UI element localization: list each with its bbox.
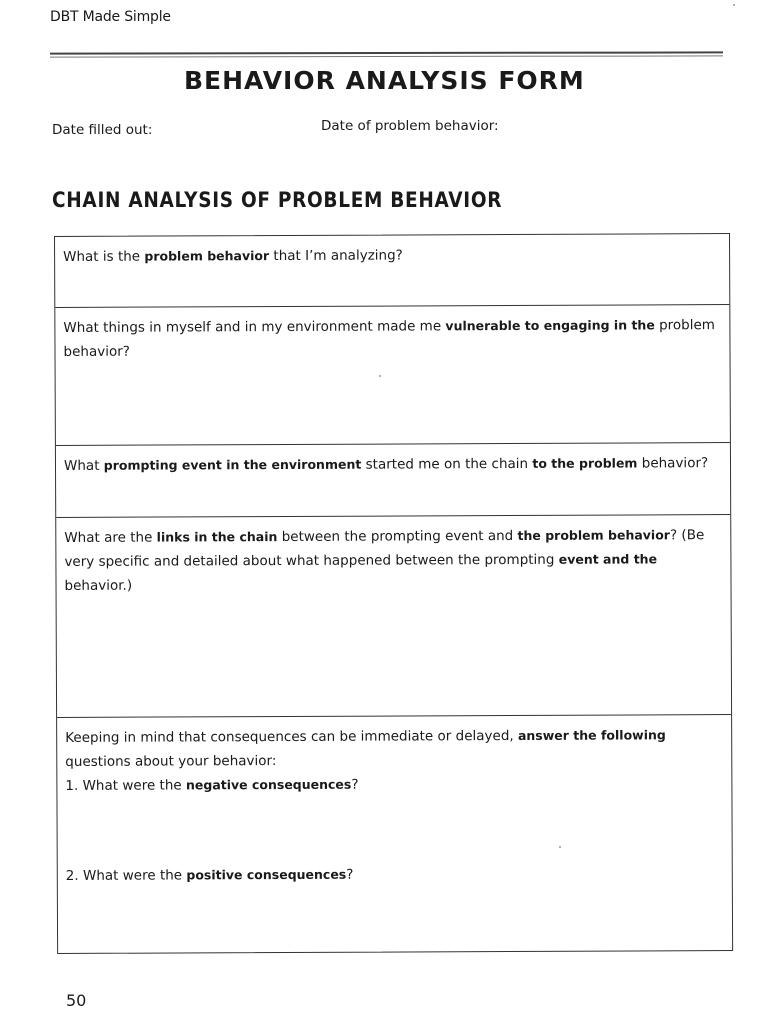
vulnerability-question: What things in myself and in my environment made me vulnerable to engaging in the problem behavior? [63,317,715,360]
header-rule [50,51,723,54]
consequences-intro: Keeping in mind that consequences can be immediate or delayed, answer the following questions about your behavior: [65,727,666,770]
chain-links-question: What are the links in the chain between the prompting event and the problem behavior? (Be very specific and detailed about what happened between the prompting event and the behavior.) [64,527,705,594]
chain-links-cell[interactable] [56,514,731,717]
problem-behavior-question: What is the problem behavior that I’m analyzing? [63,247,403,265]
negative-consequences-question: 1. What were the negative consequences? [65,776,359,794]
consequences-cell[interactable] [57,714,732,955]
problem-behavior-cell[interactable] [55,234,729,307]
date-filled-label: Date filled out: [52,122,153,138]
chain-analysis-form [54,233,733,954]
vulnerability-cell[interactable] [55,304,730,445]
scan-speck [733,4,735,6]
prompting-event-question: What prompting event in the environment started me on the chain to the problem behavior? [63,455,709,474]
page-number: 50 [66,991,87,1010]
positive-consequences-question: 2. What were the positive consequences? [65,866,354,884]
scan-speck [379,375,381,377]
date-problem-label: Date of problem behavior: [321,118,499,134]
prompting-event-cell[interactable] [56,442,730,517]
header-rule-secondary [50,55,723,57]
section-title: CHAIN ANALYSIS OF PROBLEM BEHAVIOR [52,188,503,212]
form-title: BEHAVIOR ANALYSIS FORM [184,66,585,95]
running-header: DBT Made Simple [50,9,171,25]
scan-speck [559,846,561,848]
